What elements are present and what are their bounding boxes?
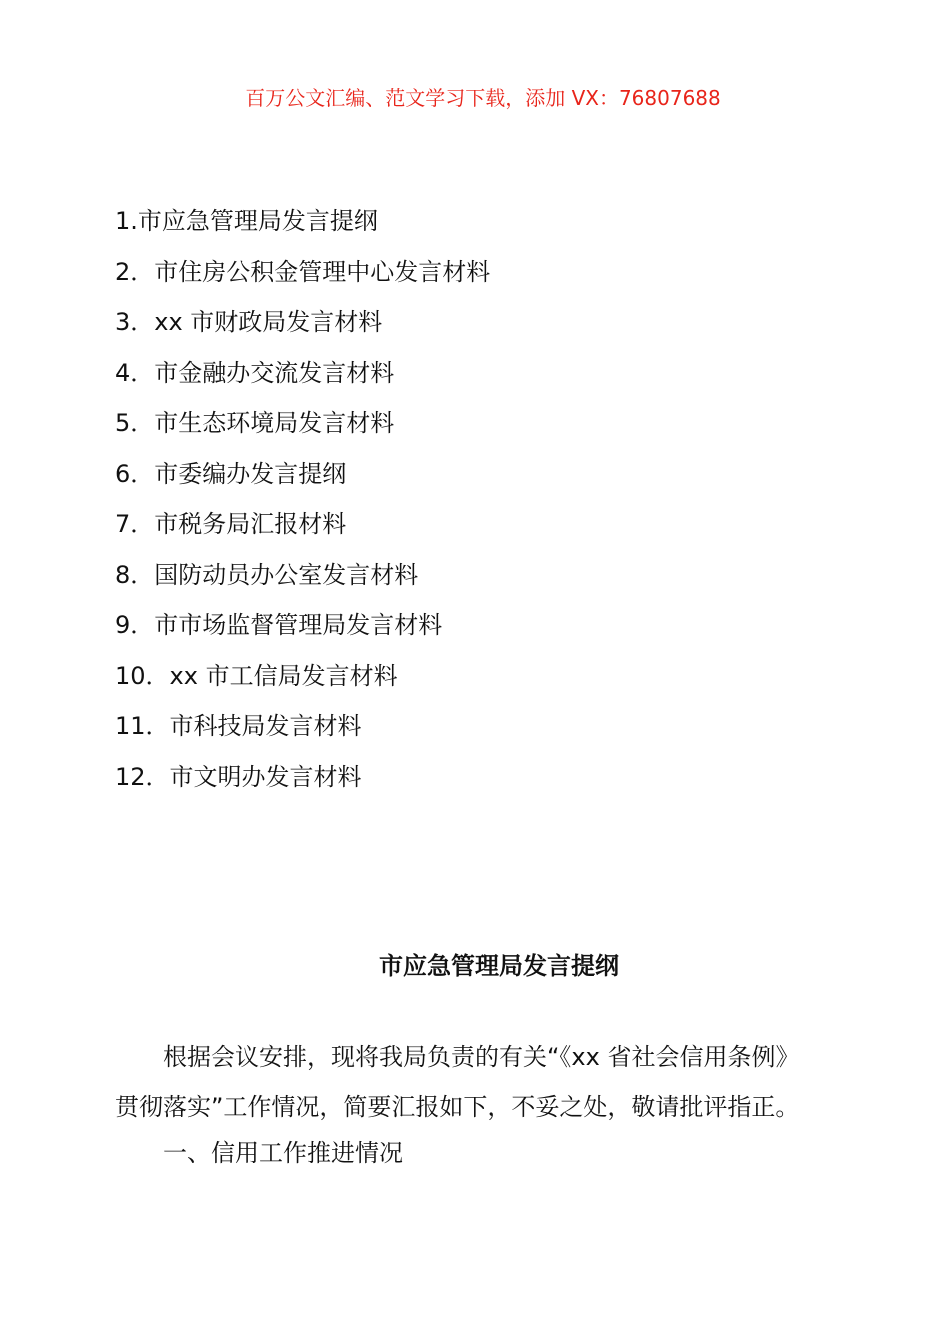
toc-item: 5．市生态环境局发言材料 (115, 409, 395, 437)
section-title: 市应急管理局发言提纲 (379, 952, 619, 980)
toc-item: 3．xx 市财政局发言材料 (115, 308, 383, 336)
toc-item: 2．市住房公积金管理中心发言材料 (115, 257, 491, 286)
toc-item: 11．市科技局发言材料 (115, 712, 362, 740)
header-promo-note: 百万公文汇编、范文学习下载，添加 VX：76807688 (245, 86, 721, 110)
toc-item: 12．市文明办发言材料 (115, 762, 362, 791)
toc-item: 10．xx 市工信局发言材料 (115, 661, 398, 690)
section-subheading: 一、信用工作推进情况 (163, 1139, 403, 1167)
toc-item: 6．市委编办发言提纲 (115, 459, 347, 488)
intro-paragraph (115, 1032, 835, 1132)
toc-item: 9．市市场监督管理局发言材料 (115, 611, 443, 639)
toc-item: 1.市应急管理局发言提纲 (115, 207, 378, 235)
paragraph-line: 根据会议安排，现将我局负责的有关“《xx 省社会信用条例》 (163, 1043, 800, 1071)
paragraph-line: 贯彻落实”工作情况，简要汇报如下，不妥之处，敬请批评指正。 (115, 1093, 800, 1121)
toc-item: 4．市金融办交流发言材料 (115, 358, 395, 387)
toc-item: 8．国防动员办公室发言材料 (115, 560, 419, 589)
table-of-contents (115, 203, 490, 809)
toc-item: 7．市税务局汇报材料 (115, 510, 347, 538)
